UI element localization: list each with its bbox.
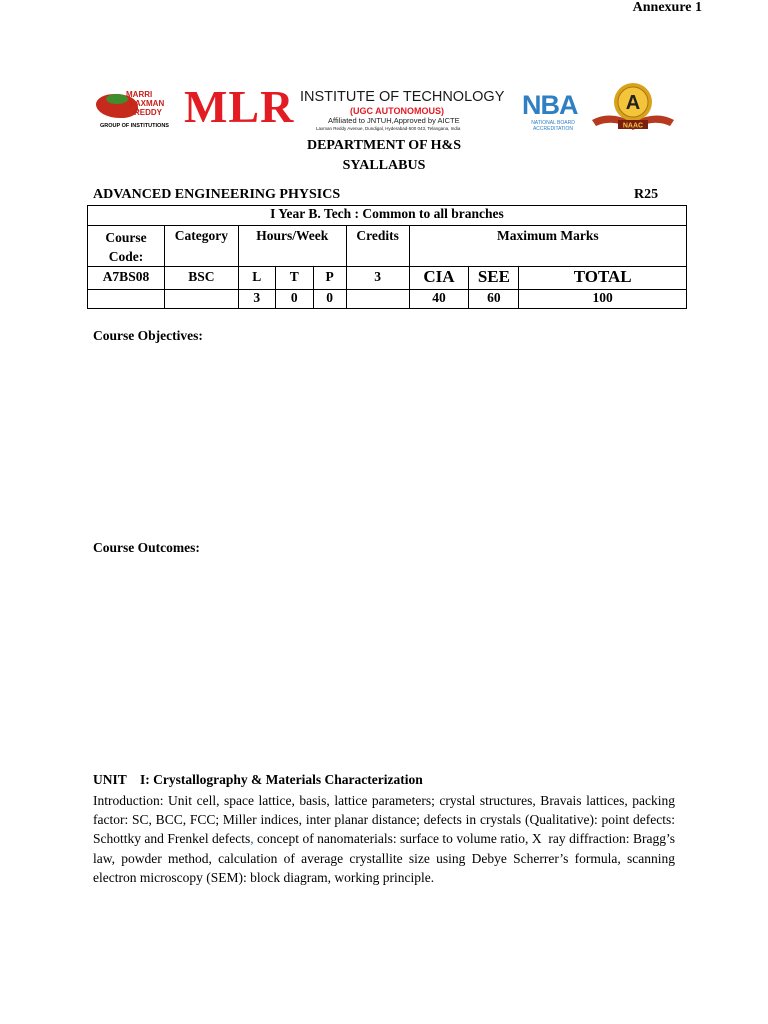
mlr-wordmark: MLR <box>184 81 295 132</box>
header-category: Category <box>164 226 238 267</box>
tutorial-label: T <box>275 267 313 290</box>
address-text: Laxman Reddy Avenue, Dundigal, Hyderabad-500 043, Telangana, India <box>316 126 461 131</box>
table-row-year <box>88 206 687 226</box>
naac-emblem-icon <box>590 80 676 134</box>
year-row-cell: I Year B. Tech : Common to all branches <box>88 206 687 226</box>
course-outcomes-heading: Course Outcomes: <box>93 540 200 555</box>
naac-logo <box>590 80 676 134</box>
nba-wordmark: NBA <box>522 90 578 120</box>
marri-line-1: MARRI <box>126 90 153 99</box>
unit-1-heading: UNIT I: Crystallography & Materials Characterization <box>93 772 423 787</box>
see-label: SEE <box>469 267 519 290</box>
cia-marks: 40 <box>409 290 469 309</box>
course-title: ADVANCED ENGINEERING PHYSICS <box>93 187 341 202</box>
lecture-label: L <box>238 267 275 290</box>
empty-cell <box>88 290 165 309</box>
empty-cell <box>164 290 238 309</box>
course-details-table <box>87 205 687 309</box>
marri-line-3: REDDY <box>134 108 163 117</box>
empty-cell <box>346 290 409 309</box>
lecture-hours: 3 <box>238 290 275 309</box>
logo-emblem-green <box>106 94 128 104</box>
practical-label: P <box>313 267 346 290</box>
nba-subtitle: NATIONAL BOARD ACCREDITATION <box>531 120 575 132</box>
marri-line-2: LAXMAN <box>130 99 165 108</box>
category-value: BSC <box>164 267 238 290</box>
table-row-headers <box>88 226 687 267</box>
cia-label: CIA <box>409 267 469 290</box>
table-row-values <box>88 267 687 290</box>
annexure-label: Annexure 1 <box>632 0 702 15</box>
regulation-code: R25 <box>634 187 659 202</box>
header-credits: Credits <box>346 226 409 267</box>
syllabus-title: SYALLABUS <box>342 158 426 173</box>
unit-1-comma: , <box>250 831 254 847</box>
group-of-institutions: GROUP OF INSTITUTIONS <box>100 123 169 129</box>
unit-1-body <box>93 791 679 887</box>
tutorial-hours: 0 <box>275 290 313 309</box>
institution-header <box>92 81 678 136</box>
unit-1-text-part2: concept of nanomaterials: surface to volume ratio, X ray diffraction: Bragg’s law, powder method, calculation of average crystallite size using Debye Scherrer’s formula, scanning electron microscopy (SEM): block diagram, working principle. <box>93 831 679 885</box>
department-title: DEPARTMENT OF H&S <box>306 138 462 153</box>
marri-laxman-reddy-logo <box>92 88 187 128</box>
header-hours-week: Hours/Week <box>238 226 346 267</box>
header-course-code: Course Code: <box>88 226 165 267</box>
practical-hours: 0 <box>313 290 346 309</box>
institute-name: INSTITUTE OF TECHNOLOGY <box>300 89 505 105</box>
course-objectives-heading: Course Objectives: <box>93 328 203 343</box>
affiliation-text: Affiliated to JNTUH,Approved by AICTE <box>328 116 460 125</box>
credits-value: 3 <box>346 267 409 290</box>
naac-grade-text: A <box>625 92 641 114</box>
header-max-marks: Maximum Marks <box>409 226 686 267</box>
total-marks: 100 <box>519 290 687 309</box>
ugc-autonomous: (UGC AUTONOMOUS) <box>350 106 444 116</box>
course-code-value: A7BS08 <box>88 267 165 290</box>
total-label: TOTAL <box>519 267 687 290</box>
see-marks: 60 <box>469 290 519 309</box>
unit-1-text-part1: Introduction: Unit cell, space lattice, basis, lattice parameters; crystal structures, Bravais lattices, packing factor: SC, BCC, FCC; Miller indices, inter planar distance; defects in crystals (Qualitative): point defects: Schottky and Frenkel defects <box>93 793 675 847</box>
naac-text: NAAC <box>622 122 644 130</box>
table-row-numbers <box>88 290 687 309</box>
nba-logo <box>522 90 588 136</box>
